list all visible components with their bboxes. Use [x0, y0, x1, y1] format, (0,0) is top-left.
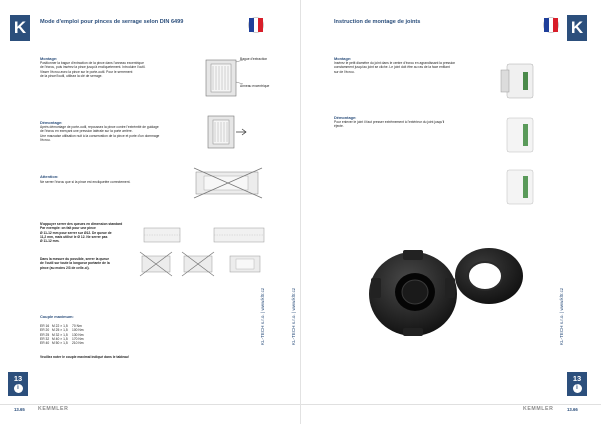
table-row: ER 25 M 32 × 1,5 130 Nm	[40, 332, 84, 337]
brand-logo: KEMMLER	[523, 406, 554, 412]
k-tab: K	[567, 15, 587, 41]
seal-step-3	[507, 170, 533, 204]
seal-step-1	[501, 64, 533, 98]
disassembly-title: Démontage:	[40, 120, 63, 125]
collet-nut-assembly-figure	[200, 56, 244, 100]
info-icon: i	[573, 384, 582, 393]
warning-text: Ne serrer l'écrou que si la pince est encliquetée correctement.	[40, 180, 131, 184]
vertical-url-outer: KL-TECH s.r.o. | www.kltr.cz	[559, 287, 565, 346]
callout-extraction-ring: Bague d'extraction	[240, 57, 268, 61]
k-tab: K	[10, 15, 30, 41]
brand-logo: KEMMLER	[38, 406, 69, 412]
chapter-badge: 13 i	[567, 372, 587, 396]
page-title: Instruction de montage de joints	[334, 19, 421, 25]
shank-diameter-figure	[140, 218, 270, 252]
assembly-title: Montage:	[334, 56, 352, 61]
collet-nut-and-seal-figure	[361, 228, 531, 348]
footer-divider	[0, 404, 300, 405]
table-row: ER 20 M 25 × 1,5 100 Nm	[40, 328, 84, 333]
seal-ring	[455, 248, 523, 304]
disassembly-title: Démontage:	[334, 115, 357, 120]
callout-eccentric-ring: Anneau excentrique	[240, 84, 270, 88]
table-row: ER 16 M 22 × 1,5 70 Nm	[40, 324, 82, 328]
incorrect-insertion-figure	[190, 164, 266, 202]
info-icon: i	[14, 384, 23, 393]
assembly-title: Montage:	[40, 56, 58, 61]
page-number: 13.65	[14, 407, 25, 412]
torque-footer-note: Veuillez noter le couple maximal indiqué dans le tableau!	[40, 355, 130, 359]
vertical-url: KL-TECH s.r.o. | www.kltr.cz	[260, 287, 266, 346]
seal-step-2	[507, 118, 533, 152]
clamping-text: N'appuyer serrer des queues en dimension standard Par exemple: on fait pour une pince Ø 11-12 mm pour serrer sur Ø12. De queue de 11,2 mm, mais utilisé le Ø 12. Ne serrer pas Ø 11-12 mm.	[40, 222, 123, 244]
french-flag-icon	[543, 17, 559, 33]
table-row: ER 32 M 40 × 1,5 170 Nm	[40, 336, 84, 341]
right-page	[291, 0, 600, 424]
left-page	[0, 0, 300, 424]
french-flag-icon	[248, 17, 264, 33]
vertical-url: KL-TECH s.r.o. | www.kltr.cz	[291, 287, 297, 346]
warning-title: Attention:	[40, 174, 59, 179]
clamping-length-figure	[138, 250, 268, 278]
seal-installation-figures	[497, 60, 543, 210]
disassembly-text: Pour enlever le joint il faut presser extrêmement à l'extérieur du joint jusqu'il éjecte.	[334, 120, 445, 129]
clamping-length-note: Dans la mesure du possible, serrer la queue de l'outil sur toute la longueur portante de la pince (au moins 2/3 de celle-ci).	[40, 257, 110, 270]
page-number: 13.66	[567, 407, 578, 412]
disassembly-text: Après démontage de porte-outil, repoussez la pince contre l'extrémité de guidage de l'écrou en exerçant une pression latérale sur la porte arrière. Une mauvaise utilisation nuit à la conservation de la pince et porte d'un dommage l'écrou.	[40, 125, 160, 142]
footer-divider	[301, 404, 601, 405]
max-torque-title: Couple maximum:	[40, 314, 74, 319]
assembly-text: Insérez le petit diamètre du joint dans le centre d'écrou en agrandissant la pression constamment jusqu'au joint se cliche. Le joint doit être au ras de la face enfilant sur de l'écrou.	[334, 61, 456, 74]
collet-nut	[369, 250, 457, 336]
max-torque-table	[40, 324, 84, 345]
page-title: Mode d'emploi pour pinces de serrage selon DIN 6499	[40, 19, 184, 25]
table-row: ER 40 M 50 × 1,5 210 Nm	[40, 341, 84, 346]
collet-removal-figure	[200, 112, 250, 152]
chapter-badge: 13 i	[8, 372, 28, 396]
assembly-text: Positionner la bague d'extraction de la pince dans l'anneau excentrique de l'écrou, puis insérez la pince jusqu'à encliquetement. Introduire l'outil. Visser l'écrou avec la pince sur le porte-outil. Pour le serrement de la pince/l'outil, utilisez la clé de serrage.	[40, 61, 146, 78]
